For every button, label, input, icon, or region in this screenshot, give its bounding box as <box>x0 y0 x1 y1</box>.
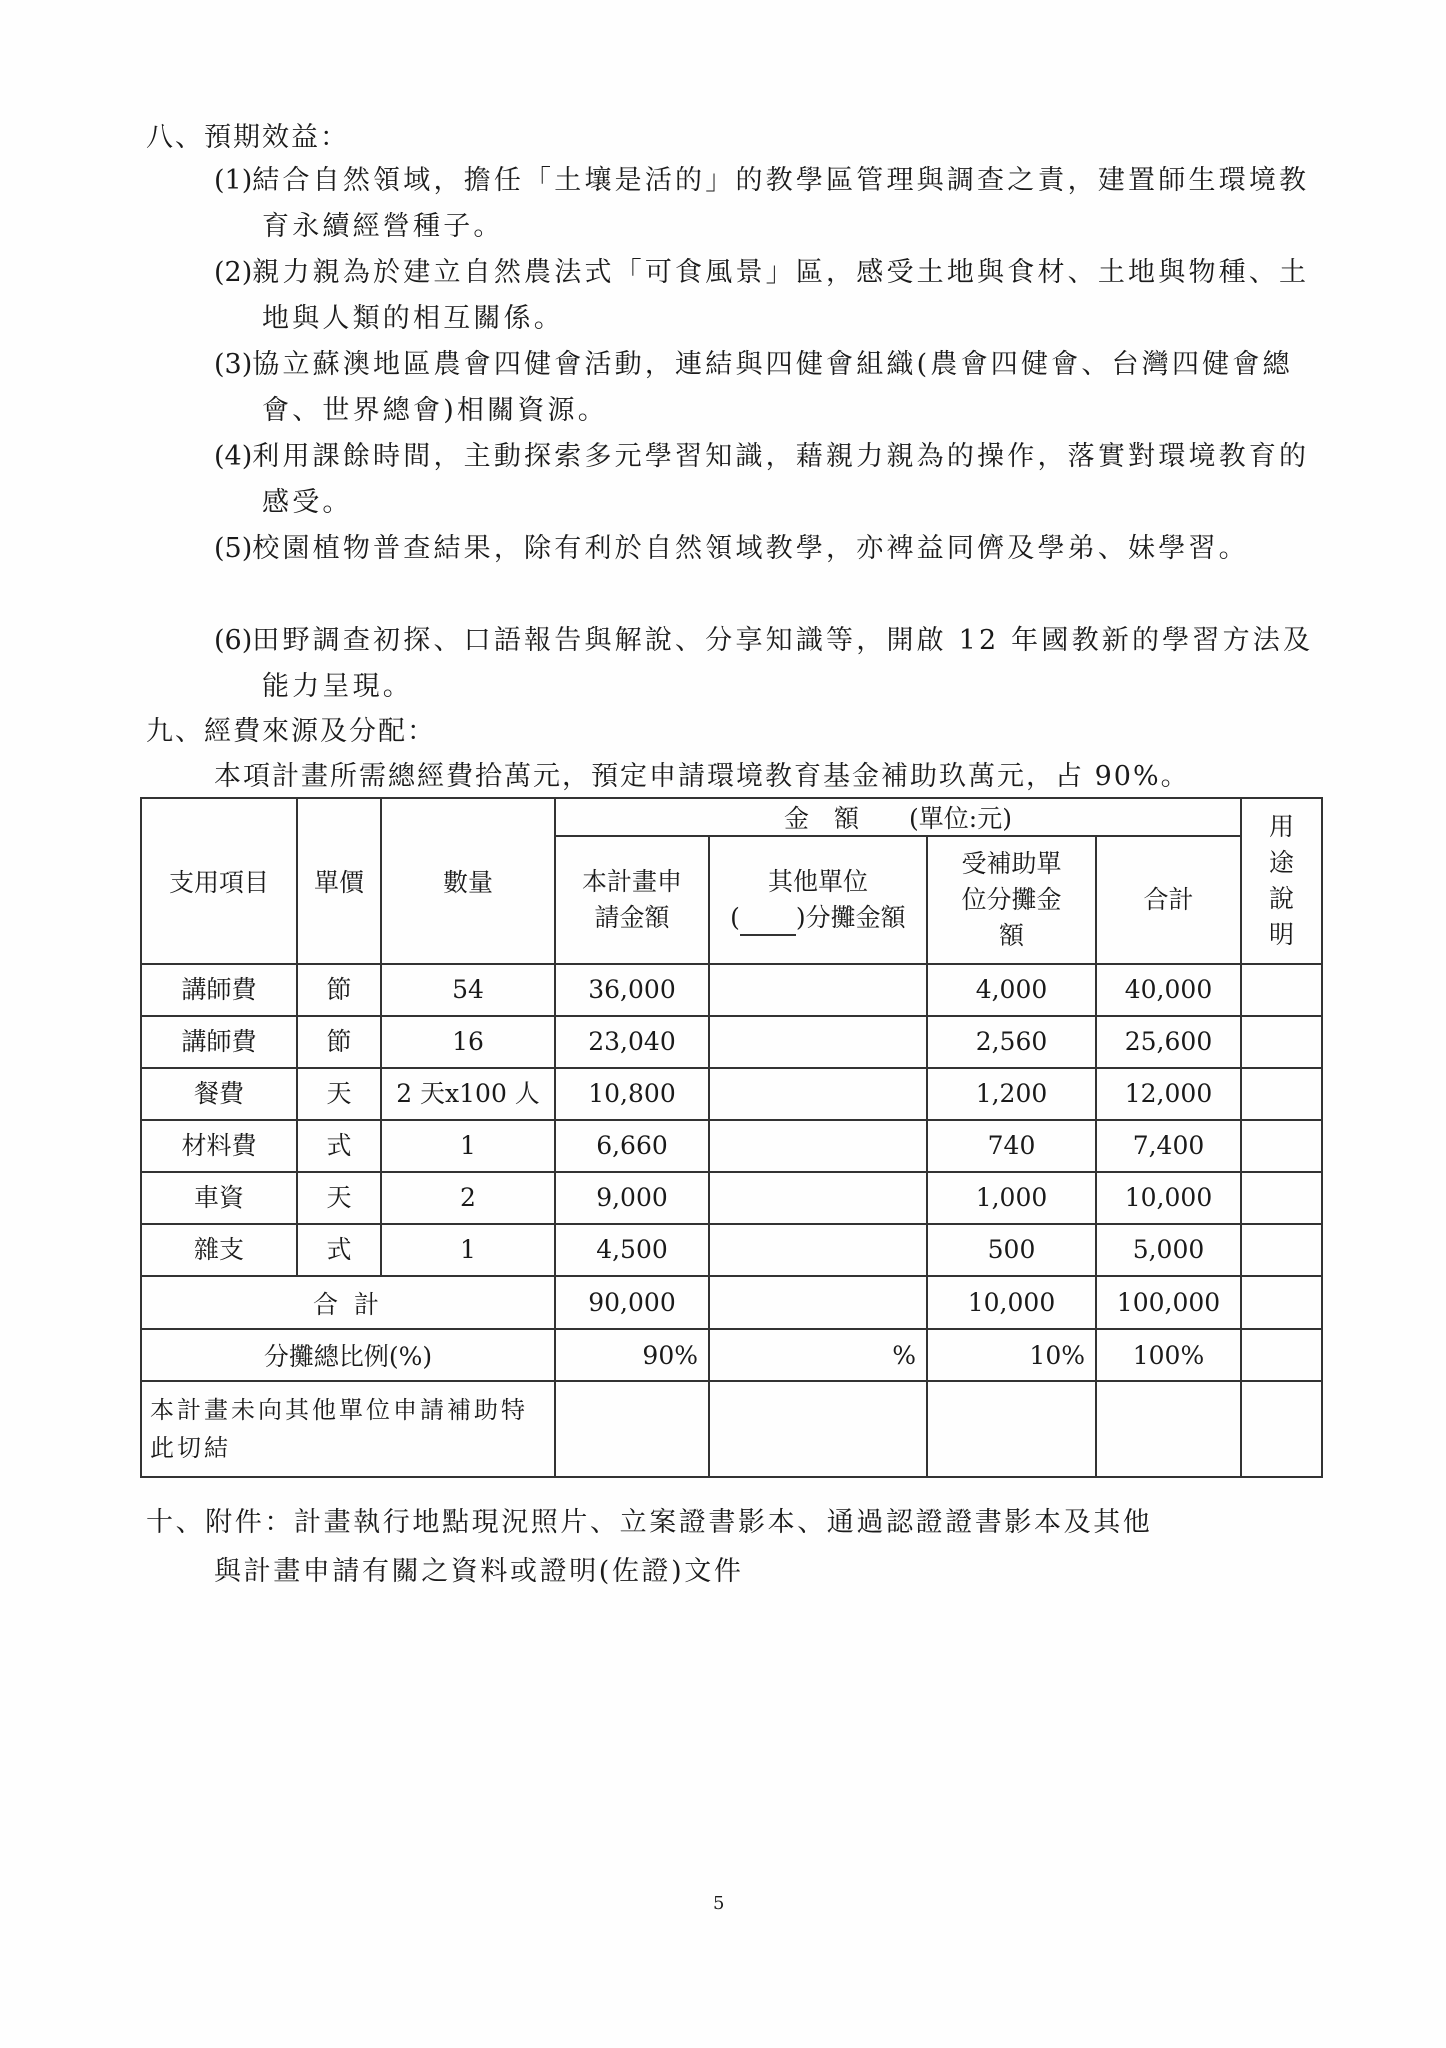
total-other <box>709 1276 927 1329</box>
header-requested-text: 本計畫申請金額 <box>581 867 682 932</box>
section-8-heading: 八、預期效益： <box>146 122 349 153</box>
header-amount-group: 金 額 (單位:元) <box>555 798 1241 836</box>
cell-requested: 4,500 <box>555 1224 709 1276</box>
table-row <box>141 964 1322 1016</box>
cell-item: 餐費 <box>141 1068 297 1120</box>
cell-grantee: 4,000 <box>927 964 1096 1016</box>
cell-total: 5,000 <box>1096 1224 1241 1276</box>
item-text: 結合自然領域，擔任「土壤是活的」的教學區管理與調查之責，建置師生環境教育永續經營種子。 <box>252 165 1310 242</box>
cell-total: 12,000 <box>1096 1068 1241 1120</box>
budget-table <box>140 797 1323 1478</box>
cell-item: 講師費 <box>141 964 297 1016</box>
header-total: 合計 <box>1096 836 1241 964</box>
header-other-mid <box>710 900 926 936</box>
item-text: 協立蘇澳地區農會四健會活動，連結與四健會組織(農會四健會、台灣四健會總會、世界總會)相關資源。 <box>252 349 1293 426</box>
paren-open: ( <box>730 903 740 932</box>
cell-purpose <box>1241 1224 1322 1276</box>
note-purpose <box>1241 1381 1322 1477</box>
benefit-item-5 <box>214 526 1329 572</box>
table-row <box>141 1224 1322 1276</box>
ratio-other: % <box>709 1329 927 1381</box>
cell-requested: 9,000 <box>555 1172 709 1224</box>
cell-other <box>709 1068 927 1120</box>
cell-requested: 36,000 <box>555 964 709 1016</box>
table-total-row <box>141 1276 1322 1329</box>
item-text: 親力親為於建立自然農法式「可食風景」區，感受土地與食材、土地與物種、土地與人類的相互關係。 <box>252 257 1310 334</box>
header-requested <box>555 836 709 964</box>
table-note-row <box>141 1381 1322 1477</box>
note-requested <box>555 1381 709 1477</box>
item-number: (5) <box>214 533 253 564</box>
benefit-item-1 <box>214 158 1329 250</box>
ratio-total: 100% <box>1096 1329 1241 1381</box>
cell-total: 25,600 <box>1096 1016 1241 1068</box>
cell-quantity: 2 天x100 人 <box>381 1068 555 1120</box>
header-other-unit <box>709 836 927 964</box>
header-grantee <box>927 836 1096 964</box>
cell-item: 車資 <box>141 1172 297 1224</box>
cell-purpose <box>1241 1120 1322 1172</box>
cell-unit: 天 <box>297 1068 381 1120</box>
cell-requested: 23,040 <box>555 1016 709 1068</box>
note-label: 本計畫未向其他單位申請補助特此切結 <box>141 1381 555 1477</box>
cell-requested: 10,800 <box>555 1068 709 1120</box>
cell-quantity: 1 <box>381 1120 555 1172</box>
cell-item: 材料費 <box>141 1120 297 1172</box>
item-number: (3) <box>214 349 253 380</box>
note-grantee <box>927 1381 1096 1477</box>
cell-total: 7,400 <box>1096 1120 1241 1172</box>
cell-requested: 6,660 <box>555 1120 709 1172</box>
page-number: 5 <box>713 1893 725 1914</box>
cell-purpose <box>1241 1172 1322 1224</box>
cell-other <box>709 1016 927 1068</box>
section-9-heading: 九、經費來源及分配： <box>146 716 436 747</box>
total-grantee: 10,000 <box>927 1276 1096 1329</box>
budget-intro: 本項計畫所需總經費拾萬元，預定申請環境教育基金補助玖萬元，占 90%。 <box>214 761 1190 792</box>
cell-quantity: 2 <box>381 1172 555 1224</box>
table-row <box>141 1120 1322 1172</box>
ratio-purpose <box>1241 1329 1322 1381</box>
note-other <box>709 1381 927 1477</box>
cell-total: 40,000 <box>1096 964 1241 1016</box>
cell-total: 10,000 <box>1096 1172 1241 1224</box>
cell-quantity: 1 <box>381 1224 555 1276</box>
cell-purpose <box>1241 1068 1322 1120</box>
cell-grantee: 740 <box>927 1120 1096 1172</box>
header-purpose <box>1241 798 1322 964</box>
cell-purpose <box>1241 1016 1322 1068</box>
item-number: (6) <box>214 625 253 656</box>
cell-grantee: 1,200 <box>927 1068 1096 1120</box>
cell-unit: 節 <box>297 1016 381 1068</box>
table-header-row <box>141 798 1322 836</box>
header-item: 支用項目 <box>141 798 297 964</box>
cell-other <box>709 1120 927 1172</box>
cell-unit: 天 <box>297 1172 381 1224</box>
header-other-prefix: 其他單位 <box>767 867 868 896</box>
section-10-continuation: 與計畫申請有關之資料或證明(佐證)文件 <box>214 1556 744 1587</box>
item-number: (4) <box>214 441 253 472</box>
ratio-requested: 90% <box>555 1329 709 1381</box>
cell-grantee: 1,000 <box>927 1172 1096 1224</box>
benefit-item-3 <box>214 342 1329 434</box>
cell-item: 講師費 <box>141 1016 297 1068</box>
header-other-suffix: )分攤金額 <box>795 903 906 932</box>
item-text: 田野調查初探、口語報告與解說、分享知識等，開啟 12 年國教新的學習方法及能力呈現。 <box>252 625 1314 702</box>
cell-item: 雜支 <box>141 1224 297 1276</box>
item-text: 校園植物普查結果，除有利於自然領域教學，亦裨益同儕及學弟、妹學習。 <box>252 533 1249 564</box>
ratio-grantee: 10% <box>927 1329 1096 1381</box>
table-row <box>141 1016 1322 1068</box>
table-ratio-row <box>141 1329 1322 1381</box>
total-total: 100,000 <box>1096 1276 1241 1329</box>
item-number: (1) <box>214 165 253 196</box>
ratio-label: 分攤總比例(%) <box>141 1329 555 1381</box>
cell-quantity: 54 <box>381 964 555 1016</box>
header-grantee-text: 受補助單位分攤金額 <box>961 849 1062 950</box>
total-requested: 90,000 <box>555 1276 709 1329</box>
cell-unit: 式 <box>297 1120 381 1172</box>
total-purpose <box>1241 1276 1322 1329</box>
header-purpose-text: 用途說明 <box>1268 812 1294 949</box>
total-label: 合 計 <box>141 1276 555 1329</box>
cell-grantee: 500 <box>927 1224 1096 1276</box>
header-unit: 單價 <box>297 798 381 964</box>
table-row <box>141 1172 1322 1224</box>
benefit-item-2 <box>214 250 1329 342</box>
note-total <box>1096 1381 1241 1477</box>
cell-unit: 節 <box>297 964 381 1016</box>
header-quantity: 數量 <box>381 798 555 964</box>
section-10-heading: 十、附件：計畫執行地點現況照片、立案證書影本、通過認證證書影本及其他 <box>146 1507 1153 1538</box>
item-text: 利用課餘時間，主動探索多元學習知識，藉親力親為的操作，落實對環境教育的感受。 <box>252 441 1310 518</box>
blank-underline <box>740 912 796 936</box>
cell-unit: 式 <box>297 1224 381 1276</box>
cell-quantity: 16 <box>381 1016 555 1068</box>
cell-other <box>709 1172 927 1224</box>
cell-other <box>709 964 927 1016</box>
cell-purpose <box>1241 964 1322 1016</box>
cell-other <box>709 1224 927 1276</box>
item-number: (2) <box>214 257 253 288</box>
cell-grantee: 2,560 <box>927 1016 1096 1068</box>
benefit-item-4 <box>214 434 1329 526</box>
table-row <box>141 1068 1322 1120</box>
benefit-item-6 <box>214 618 1329 710</box>
